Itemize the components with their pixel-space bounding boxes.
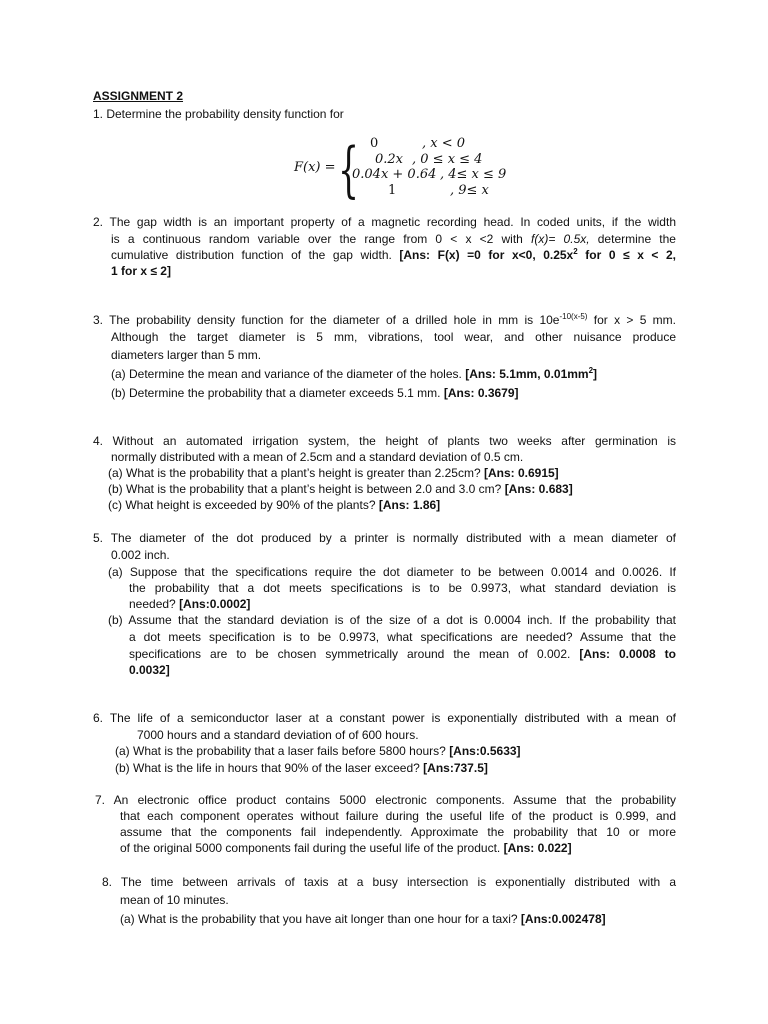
question-7-line-2: that each component operates without failure during the useful life of the product is 0.999, and [120, 809, 676, 823]
case-2-cond: , 0 ≤ x ≤ 4 [412, 152, 483, 167]
equation-lhs: F(x) = [294, 160, 336, 175]
question-5-part-a-line-3: needed? [Ans:0.0002] [129, 597, 251, 611]
question-6-line-1: 6. The life of a semiconductor laser at a constant power is exponentially distributed with a mean of [93, 711, 676, 725]
case-3-expr: 0.04x + 0.64 [352, 167, 437, 182]
question-5-line-1: 5. The diameter of the dot produced by a printer is normally distributed with a mean diameter of [93, 531, 676, 545]
question-7-line-3: assume that the components fail independently. Approximate the probability that 10 or more [120, 825, 676, 839]
question-2-line-2: is a continuous random variable over the range from 0 < x <2 with f(x)= 0.5x, determine the [111, 232, 676, 246]
question-8-line-1: 8. The time between arrivals of taxis at a busy intersection is exponentially distributed with a [102, 875, 676, 889]
case-1-cond: , x < 0 [422, 136, 466, 151]
question-2-line-1: 2. The gap width is an important property of a magnetic recording head. In coded units, if the width [93, 215, 676, 229]
question-3-line-1: 3. The probability density function for the diameter of a drilled hole in mm is $10e^{-10(x-5)}$ for x > 5 mm. [93, 312, 676, 327]
question-3-part-b: (b) Determine the probability that a diameter exceeds 5.1 mm. [Ans: 0.3679] [111, 386, 519, 400]
question-3-line-3: diameters larger than 5 mm. [111, 348, 262, 362]
question-8-line-2: mean of 10 minutes. [120, 893, 229, 907]
question-2-answer-end: 1 for x ≤ 2] [111, 264, 171, 278]
question-7-line-4: of the original 5000 components fail during the useful life of the product. [Ans: 0.022] [120, 841, 572, 855]
question-6-line-2: 7000 hours and a standard deviation of of 600 hours. [137, 728, 419, 742]
question-4-line-2: normally distributed with a mean of 2.5cm and a standard deviation of 0.5 cm. [111, 450, 524, 464]
question-5-part-a-line-2: the probability that a dot meets specifications is to be 0.9973, what standard deviation is [129, 581, 676, 595]
case-3-cond: , 4≤ x ≤ 9 [440, 167, 507, 182]
case-2-expr: 0.2x [375, 152, 404, 167]
question-3-line-2: Although the target diameter is 5 mm, vibrations, tool wear, and other nuisance produce [111, 330, 676, 344]
question-2-line-3: cumulative distribution function of the gap width. [Ans: F(x) =0 for x<0, $0.25x^2$ for 0 ≤ x < 2, [111, 247, 676, 262]
question-5-part-b-line-4: 0.0032] [129, 663, 170, 677]
question-5-part-b-line-1: (b) Assume that the standard deviation is of the size of a dot is 0.0004 inch. If the probability that [108, 613, 676, 627]
question-4-line-1: 4. Without an automated irrigation system, the height of plants two weeks after germination is [93, 434, 676, 448]
question-4-part-a: (a) What is the probability that a plant’s height is greater than 2.25cm? [Ans: 0.6915] [108, 466, 559, 480]
question-5-part-a-line-1: (a) Suppose that the specifications require the dot diameter to be between 0.0014 and 0.0026. If [108, 565, 676, 579]
question-5-line-2: 0.002 inch. [111, 548, 170, 562]
case-4-expr: 1 [388, 183, 397, 198]
question-4-part-c: (c) What height is exceeded by 90% of the plants? [Ans: 1.86] [108, 498, 441, 512]
question-6-part-b: (b) What is the life in hours that 90% of the laser exceed? [Ans:737.5] [115, 761, 488, 775]
left-brace: { [338, 135, 360, 205]
assignment-title: ASSIGNMENT 2 [93, 89, 184, 103]
question-8-part-a: (a) What is the probability that you have ait longer than one hour for a taxi? [Ans:0.002478] [120, 912, 606, 926]
question-5-part-b-line-2: a dot meets specification is to be 0.9973, what specifications are needed? Assume that the [129, 630, 676, 644]
question-6-part-a: (a) What is the probability that a laser fails before 5800 hours? [Ans:0.5633] [115, 744, 521, 758]
case-4-cond: , 9≤ x [450, 183, 489, 198]
question-7-line-1: 7. An electronic office product contains 5000 electronic components. Assume that the probability [95, 793, 676, 807]
question-3-part-a: (a) Determine the mean and variance of the diameter of the holes. [Ans: 5.1mm, $0.01mm^2$] [111, 366, 598, 381]
question-5-part-b-line-3: specifications are to be chosen symmetrically around the mean of 0.002. [Ans: 0.0008 to [129, 647, 676, 661]
question-1-text: 1. Determine the probability density function for [93, 107, 344, 121]
case-1-expr: 0 [370, 136, 379, 151]
question-4-part-b: (b) What is the probability that a plant’s height is between 2.0 and 3.0 cm? [Ans: 0.683] [108, 482, 573, 496]
